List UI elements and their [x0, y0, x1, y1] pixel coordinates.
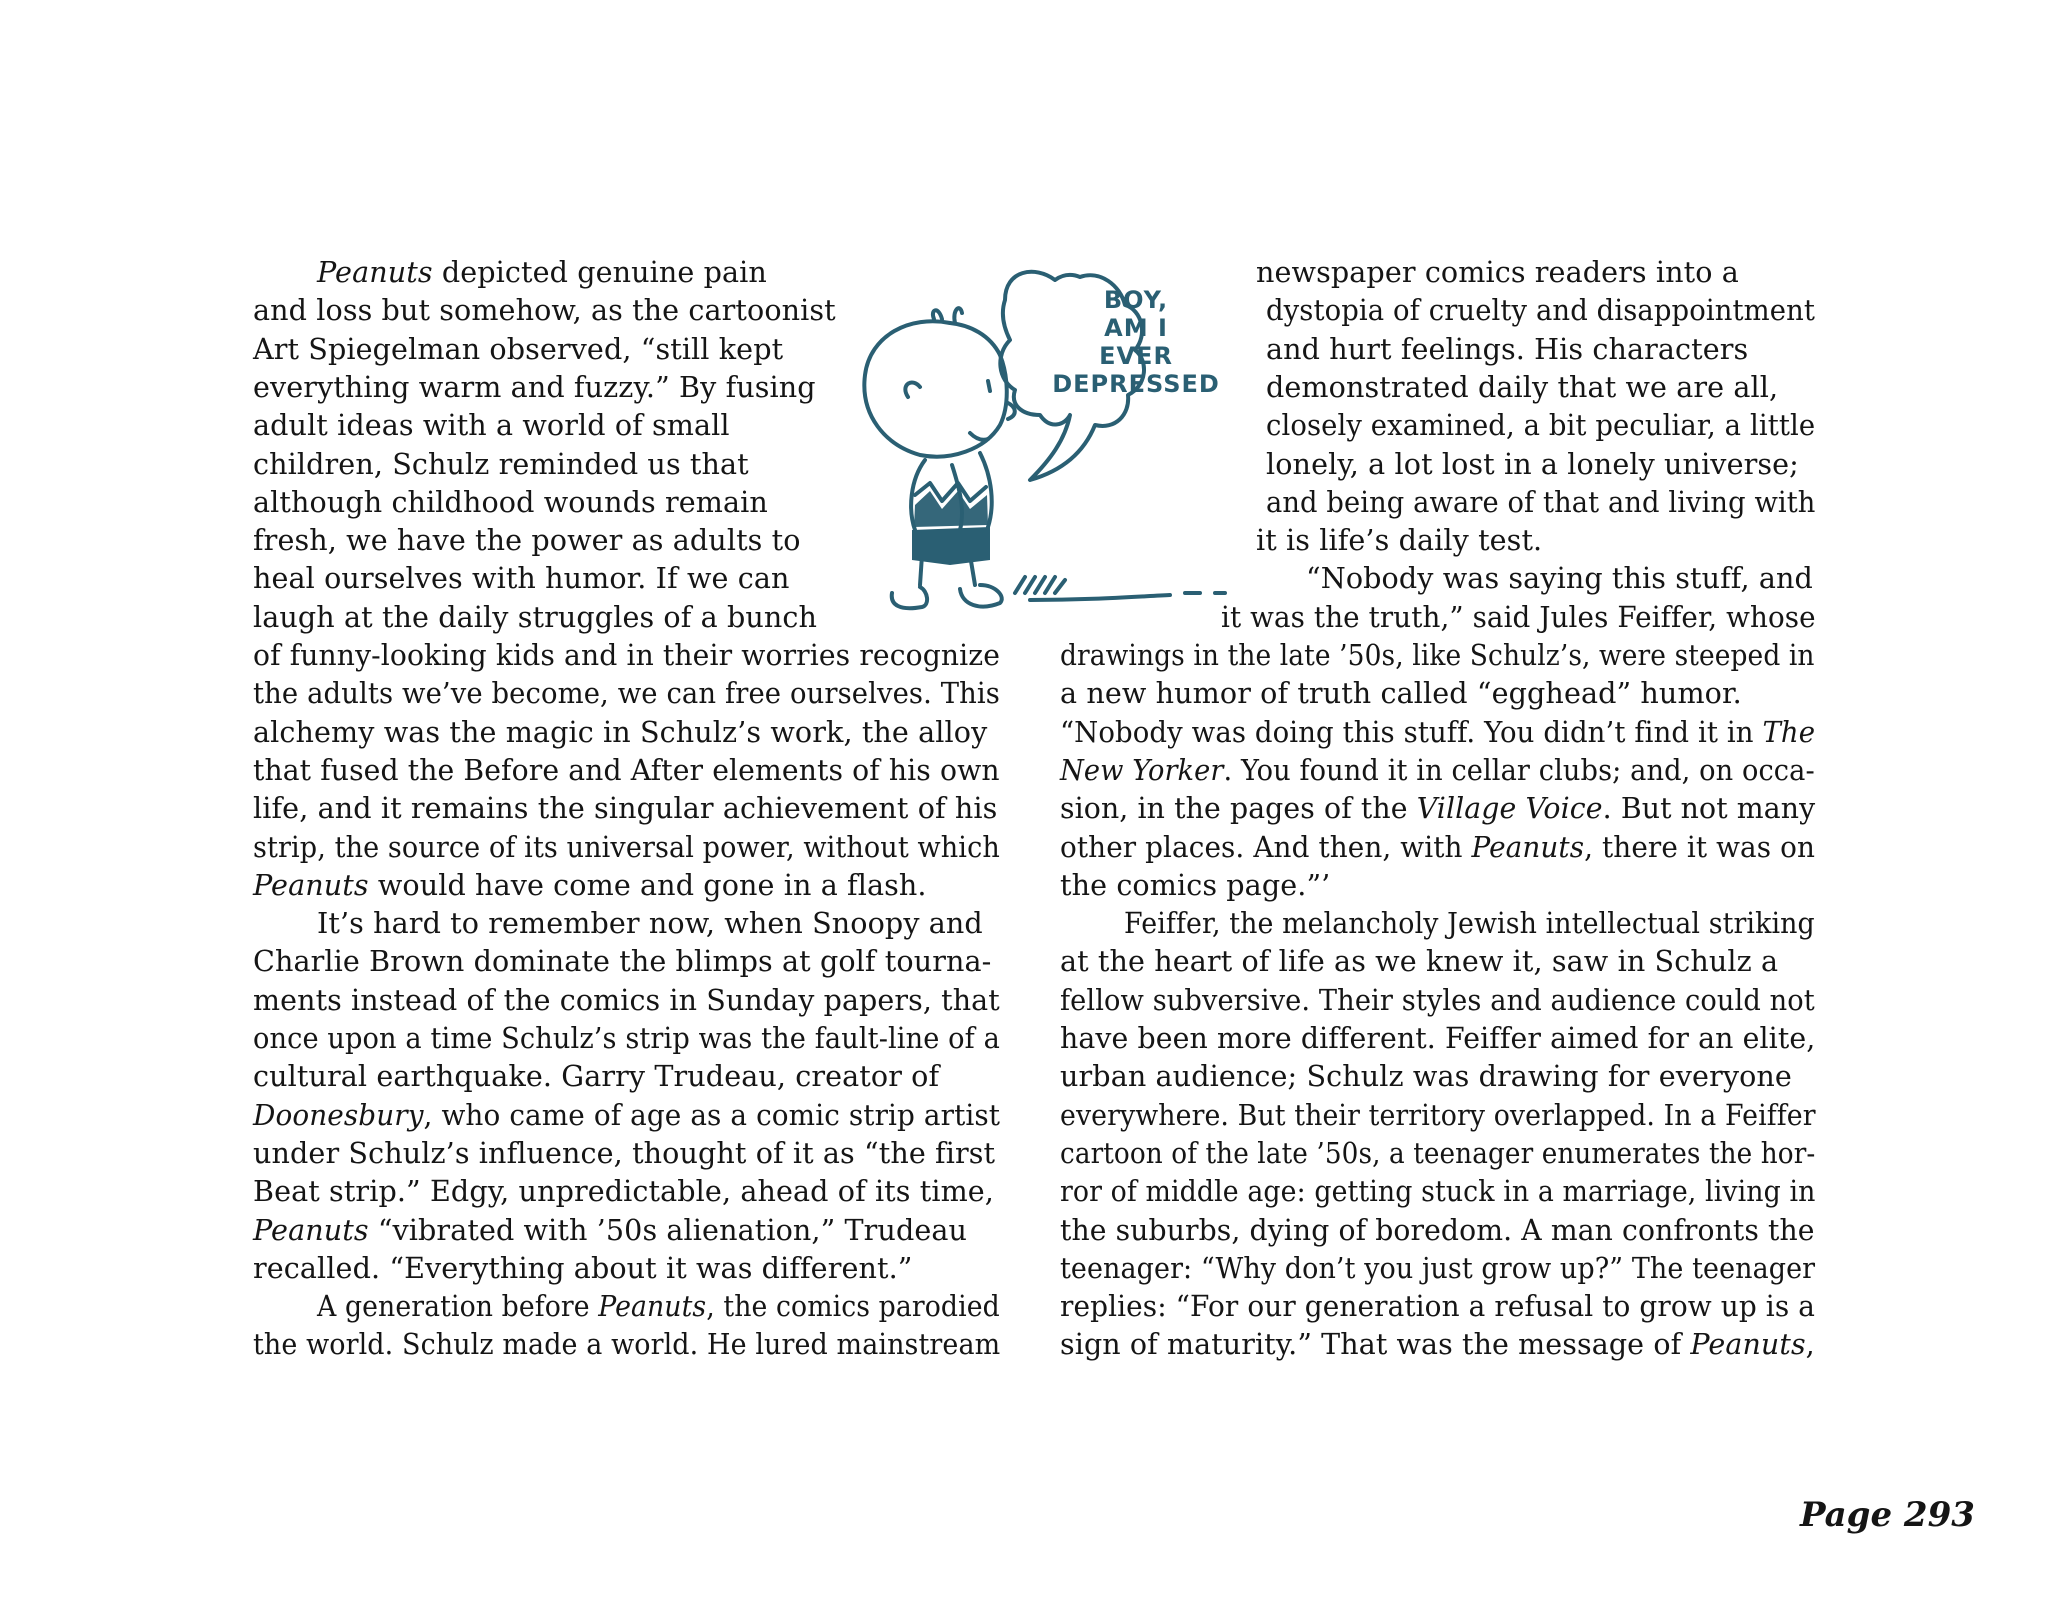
right-column-line [1060, 674, 1742, 712]
text-run: demonstrated daily that we are all, [1266, 369, 1779, 404]
left-column-line [253, 981, 1000, 1019]
italic-title: New Yorker [1060, 752, 1224, 787]
text-run: , who came of age as a comic strip artist [423, 1097, 1001, 1132]
right-column-line [1060, 1325, 1815, 1363]
right-column-line [1060, 942, 1778, 980]
left-column-line [253, 483, 768, 521]
text-run: and loss but somehow, as the cartoonist [253, 293, 836, 328]
left-column-line [253, 828, 1000, 866]
text-run: A generation before [317, 1289, 599, 1324]
text-run: drawings in the late ’50s, like Schulz’s, were steeped in [1060, 638, 1815, 672]
text-run: . But not many [1602, 791, 1816, 826]
text-run: at the heart of life as we knew it, saw in Schulz a [1060, 944, 1779, 979]
italic-title: Peanuts [598, 1289, 707, 1324]
left-column-line [253, 598, 817, 636]
text-run: replies: “For our generation a refusal to grow up is a [1060, 1289, 1816, 1324]
text-run: Art Spiegelman observed, “still kept [253, 331, 784, 366]
left-column-line [253, 713, 987, 751]
left-column-line [253, 636, 1000, 674]
text-run: it was the truth,” said Jules Feiffer, whose [1221, 599, 1816, 634]
speech-line-4: DEPRESSED [1052, 370, 1220, 398]
text-run: newspaper comics readers into a [1256, 255, 1739, 289]
charlie-brown-head [864, 321, 1006, 456]
text-run: . You found it in cellar clubs; and, on occa- [1223, 752, 1815, 787]
right-column-line [1256, 521, 1542, 559]
right-column-line [1060, 1287, 1815, 1325]
left-column-line [253, 1325, 1000, 1363]
left-column-line [253, 291, 836, 329]
italic-title: The [1762, 714, 1816, 749]
italic-title: Peanuts [253, 1212, 369, 1247]
text-run: Charlie Brown dominate the blimps at golf tourna- [253, 944, 992, 979]
left-column-line [253, 1096, 1000, 1134]
text-run: other places. And then, with [1060, 829, 1472, 864]
text-run: adult ideas with a world of small [253, 408, 730, 443]
text-run: once upon a time Schulz’s strip was the fault-line of a [253, 1021, 1000, 1055]
right-column-line [1124, 904, 1815, 942]
italic-title: Peanuts [1471, 829, 1585, 864]
italic-title: Peanuts [253, 867, 369, 902]
text-run: sion, in the pages of the [1060, 791, 1417, 826]
italic-title: Peanuts [317, 255, 433, 289]
left-column-line [253, 1057, 939, 1095]
text-run: that fused the Before and After elements of his own [253, 752, 1000, 787]
text-run: cartoon of the late ’50s, a teenager enumerates the hor- [1060, 1135, 1816, 1170]
left-column-line [253, 1249, 913, 1287]
right-column-line [1060, 1057, 1792, 1095]
left-column-line [317, 253, 767, 291]
right-column-line [1306, 559, 1813, 597]
charlie-brown-shorts [912, 527, 990, 565]
left-column-line [253, 1019, 1000, 1057]
text-run: lonely, a lot lost in a lonely universe; [1266, 446, 1799, 481]
text-run: life, and it remains the singular achievement of his [253, 791, 998, 826]
text-run: the comics page.”’ [1060, 867, 1331, 902]
right-column-line [1266, 368, 1778, 406]
text-run: recalled. “Everything about it was different.” [253, 1250, 913, 1285]
speech-bubble-text [1036, 286, 1236, 398]
italic-title: Peanuts [1690, 1327, 1806, 1362]
text-run: and being aware of that and living with [1266, 484, 1816, 519]
left-column-line [253, 445, 749, 483]
right-column-line [1221, 598, 1816, 636]
text-run: heal ourselves with humor. If we can [253, 561, 790, 596]
text-run: everything warm and fuzzy.” By fusing [253, 369, 816, 404]
text-run: Feiffer, the melancholy Jewish intellectual striking [1124, 906, 1815, 941]
right-column-line [1266, 406, 1815, 444]
speech-line-3: EVER [1099, 342, 1173, 370]
left-column-line [253, 406, 730, 444]
text-run: the world. Schulz made a world. He lured mainstream [253, 1327, 1001, 1362]
text-run: fellow subversive. Their styles and audience could not [1060, 982, 1815, 1017]
left-column-line [253, 1172, 994, 1210]
right-column-line [1060, 981, 1815, 1019]
right-column-line [1060, 1249, 1815, 1287]
right-column-line [1266, 483, 1815, 521]
left-column-line [253, 330, 783, 368]
left-column-line [253, 866, 927, 904]
left-column-line [317, 1287, 1000, 1325]
text-run: dystopia of cruelty and disappointment [1266, 293, 1815, 328]
right-column-line [1256, 253, 1739, 291]
text-run: have been more different. Feiffer aimed for an elite, [1060, 1021, 1816, 1055]
speech-line-1: BOY, [1103, 286, 1169, 314]
text-run: strip, the source of its universal power, without which [253, 829, 1000, 864]
text-run: Beat strip.” Edgy, unpredictable, ahead of its time, [253, 1174, 994, 1209]
right-column-line [1060, 713, 1815, 751]
text-run: the suburbs, dying of boredom. A man confronts the [1060, 1212, 1815, 1247]
text-run: would have come and gone in a flash. [368, 867, 927, 902]
left-column-line [253, 751, 1000, 789]
text-run: , the comics parodied [706, 1289, 1000, 1324]
right-column-line [1266, 445, 1799, 483]
text-run: teenager: “Why don’t you just grow up?” The teenager [1060, 1250, 1816, 1285]
text-run: and hurt feelings. His characters [1266, 331, 1749, 366]
right-column-line [1060, 789, 1815, 827]
text-run: “Nobody was doing this stuff. You didn’t find it in [1060, 714, 1763, 749]
text-run: urban audience; Schulz was drawing for everyone [1060, 1059, 1792, 1094]
speech-line-2: AM I [1104, 314, 1168, 342]
left-column-line [317, 904, 983, 942]
text-run: of funny-looking kids and in their worries recognize [253, 638, 1001, 672]
left-column-line [253, 368, 816, 406]
left-column-line [253, 1211, 967, 1249]
right-column-line [1266, 330, 1748, 368]
left-column-line [253, 789, 997, 827]
text-run: laugh at the daily struggles of a bunch [253, 599, 818, 634]
text-run: the adults we’ve become, we can free ourselves. This [253, 676, 1000, 711]
text-run: it is life’s daily test. [1256, 523, 1543, 558]
right-column-line [1060, 1211, 1815, 1249]
text-run: closely examined, a bit peculiar, a little [1266, 408, 1816, 443]
text-run: “Nobody was saying this stuff, and [1306, 561, 1813, 596]
text-run: depicted genuine pain [432, 255, 767, 289]
text-run: , there it was on [1584, 829, 1815, 864]
right-column-line [1060, 1096, 1816, 1134]
text-run: , [1805, 1327, 1815, 1362]
right-column-line [1060, 1172, 1815, 1210]
right-column-line [1060, 866, 1330, 904]
page-number: Page 293 [1800, 1495, 1975, 1535]
left-column-line [253, 674, 1000, 712]
text-run: ror of middle age: getting stuck in a marriage, living in [1060, 1174, 1816, 1209]
italic-title: Doonesbury [253, 1097, 424, 1132]
right-column-line [1266, 291, 1815, 329]
right-column-line [1060, 1134, 1815, 1172]
right-column-line [1060, 1019, 1815, 1057]
text-run: “vibrated with ’50s alienation,” Trudeau [368, 1212, 968, 1247]
text-run: fresh, we have the power as adults to [253, 523, 801, 558]
right-column-line [1060, 828, 1815, 866]
text-run: cultural earthquake. Garry Trudeau, creator of [253, 1059, 940, 1094]
text-run: ments instead of the comics in Sunday papers, that [253, 982, 1000, 1017]
left-column-line [253, 942, 991, 980]
right-column-line [1060, 636, 1815, 674]
italic-title: Village Voice [1416, 791, 1603, 826]
text-run: sign of maturity.” That was the message of [1060, 1327, 1691, 1362]
text-run: a new humor of truth called “egghead” humor. [1060, 676, 1742, 711]
text-run: although childhood wounds remain [253, 484, 768, 519]
text-run: everywhere. But their territory overlapped. In a Feiffer [1060, 1097, 1816, 1132]
text-run: children, Schulz reminded us that [253, 446, 749, 481]
text-run: under Schulz’s influence, thought of it as “the first [253, 1135, 996, 1170]
text-run: It’s hard to remember now, when Snoopy and [317, 906, 983, 941]
left-column-line [253, 521, 801, 559]
left-column-line [253, 1134, 995, 1172]
right-column-line [1060, 751, 1815, 789]
left-column-line [253, 559, 790, 597]
text-run: alchemy was the magic in Schulz’s work, the alloy [253, 714, 988, 749]
